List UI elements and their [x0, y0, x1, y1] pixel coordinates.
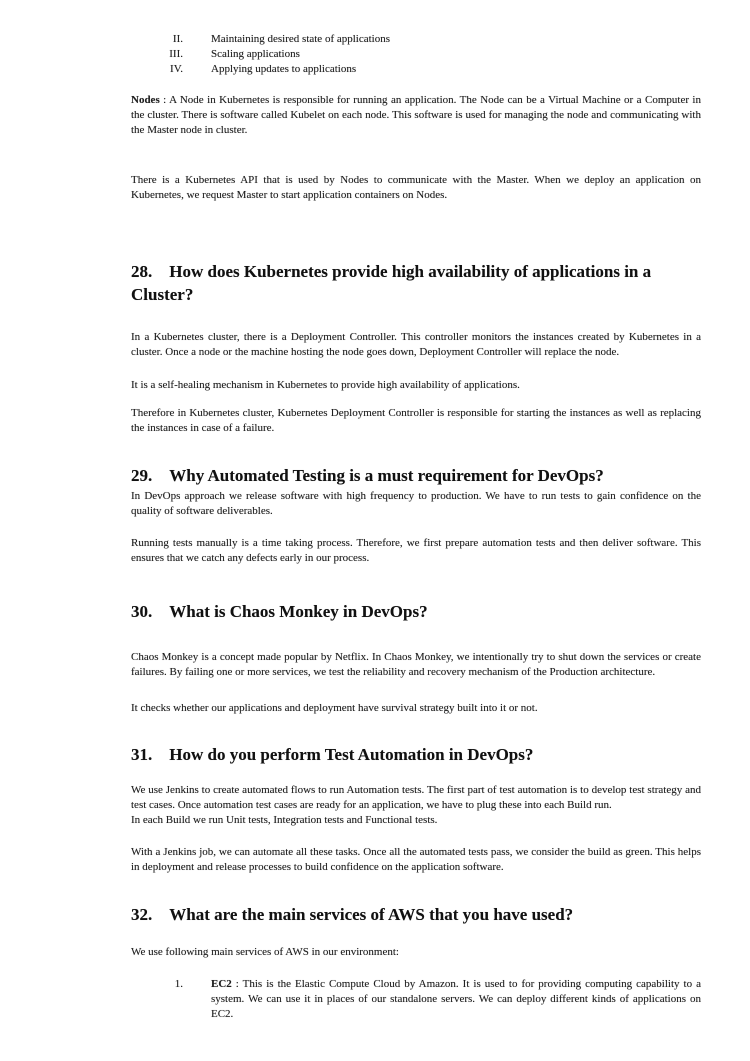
- paragraph: With a Jenkins job, we can automate all these tasks. Once all the automated tests pass, we consider the build as green. This helps in deployment and release processes to build confidence on the application software.: [131, 846, 701, 873]
- paragraph-group: [131, 783, 701, 828]
- nodes-text: : A Node in Kubernetes is responsible for running an application. The Node can be a Virtual Machine or a Computer in the cluster. There is software called Kubelet on each node. This software is used for managing the node and communicating with the Master node in cluster.: [131, 94, 701, 136]
- list-item-text: Applying updates to applications: [211, 63, 357, 75]
- list-item-text: [211, 977, 701, 1022]
- list-marker: III.: [169, 48, 183, 60]
- paragraph: It is a self-healing mechanism in Kubernetes to provide high availability of applications.: [131, 379, 520, 391]
- page-content: [131, 0, 701, 1022]
- paragraph: Therefore in Kubernetes cluster, Kubernetes Deployment Controller is responsible for starting the instances as well as replacing the instances in case of a failure.: [131, 407, 701, 434]
- heading-number: 30.: [131, 602, 153, 621]
- paragraph: We use following main services of AWS in our environment:: [131, 946, 399, 958]
- heading-number: 31.: [131, 745, 153, 764]
- ec2-lead: EC2: [211, 978, 232, 990]
- list-item: [131, 62, 701, 77]
- heading-title: How does Kubernetes provide high availability of applications in a Cluster?: [131, 262, 652, 304]
- paragraph: Chaos Monkey is a concept made popular by Netflix. In Chaos Monkey, we intentionally try to shut down the services or create failures. By failing one or more services, we test the reliability and recovery mechanism of the Production architecture.: [131, 651, 701, 678]
- ec2-text: : This is the Elastic Compute Cloud by Amazon. It is used to for providing computing capability to a system. We can use it in places of our standalone servers. We can deploy different kinds of applications on EC2.: [211, 978, 701, 1020]
- roman-numeral-list: [131, 32, 701, 77]
- heading-title: What is Chaos Monkey in DevOps?: [169, 602, 428, 621]
- heading-title: What are the main services of AWS that you have used?: [169, 905, 574, 924]
- heading-number: 29.: [131, 466, 153, 485]
- list-item: [131, 32, 701, 47]
- nodes-paragraph: [131, 93, 701, 138]
- list-item-text: Maintaining desired state of applications: [211, 33, 391, 45]
- heading-number: 28.: [131, 262, 153, 281]
- paragraph: In each Build we run Unit tests, Integration tests and Functional tests.: [131, 814, 438, 826]
- api-paragraph: There is a Kubernetes API that is used by Nodes to communicate with the Master. When we deploy an application on Kubernetes, we request Master to start application containers on Nodes.: [131, 174, 701, 201]
- list-marker: II.: [172, 33, 183, 45]
- section-heading-31: [131, 743, 701, 766]
- list-item-text: Scaling applications: [211, 48, 300, 60]
- paragraph: In DevOps approach we release software with high frequency to production. We have to run tests to gain confidence on the quality of software deliverables.: [131, 490, 701, 517]
- section-heading-28: [131, 260, 701, 306]
- section-heading-29: [131, 464, 701, 487]
- list-item: [131, 977, 701, 1022]
- list-marker: 1.: [174, 978, 183, 990]
- section-heading-30: [131, 600, 701, 623]
- paragraph: We use Jenkins to create automated flows to run Automation tests. The first part of test automation is to develop test strategy and test cases. Once automation test cases are ready for an application, we have to plug these into each Build run.: [131, 784, 701, 811]
- paragraph: In a Kubernetes cluster, there is a Deployment Controller. This controller monitors the instances created by Kubernetes in a cluster. Once a node or the machine hosting the node goes down, Deployment Controller will replace the node.: [131, 331, 701, 358]
- aws-services-list: [131, 977, 701, 1022]
- heading-number: 32.: [131, 905, 153, 924]
- heading-title: Why Automated Testing is a must requirement for DevOps?: [169, 466, 604, 485]
- paragraph: Running tests manually is a time taking process. Therefore, we first prepare automation tests and then deliver software. This ensures that we catch any defects early in our process.: [131, 537, 701, 564]
- section-heading-32: [131, 903, 701, 926]
- list-item: [131, 47, 701, 62]
- paragraph: It checks whether our applications and deployment have survival strategy built into it or not.: [131, 702, 538, 714]
- list-marker: IV.: [170, 63, 183, 75]
- heading-title: How do you perform Test Automation in DevOps?: [169, 745, 534, 764]
- nodes-lead: Nodes: [131, 94, 160, 106]
